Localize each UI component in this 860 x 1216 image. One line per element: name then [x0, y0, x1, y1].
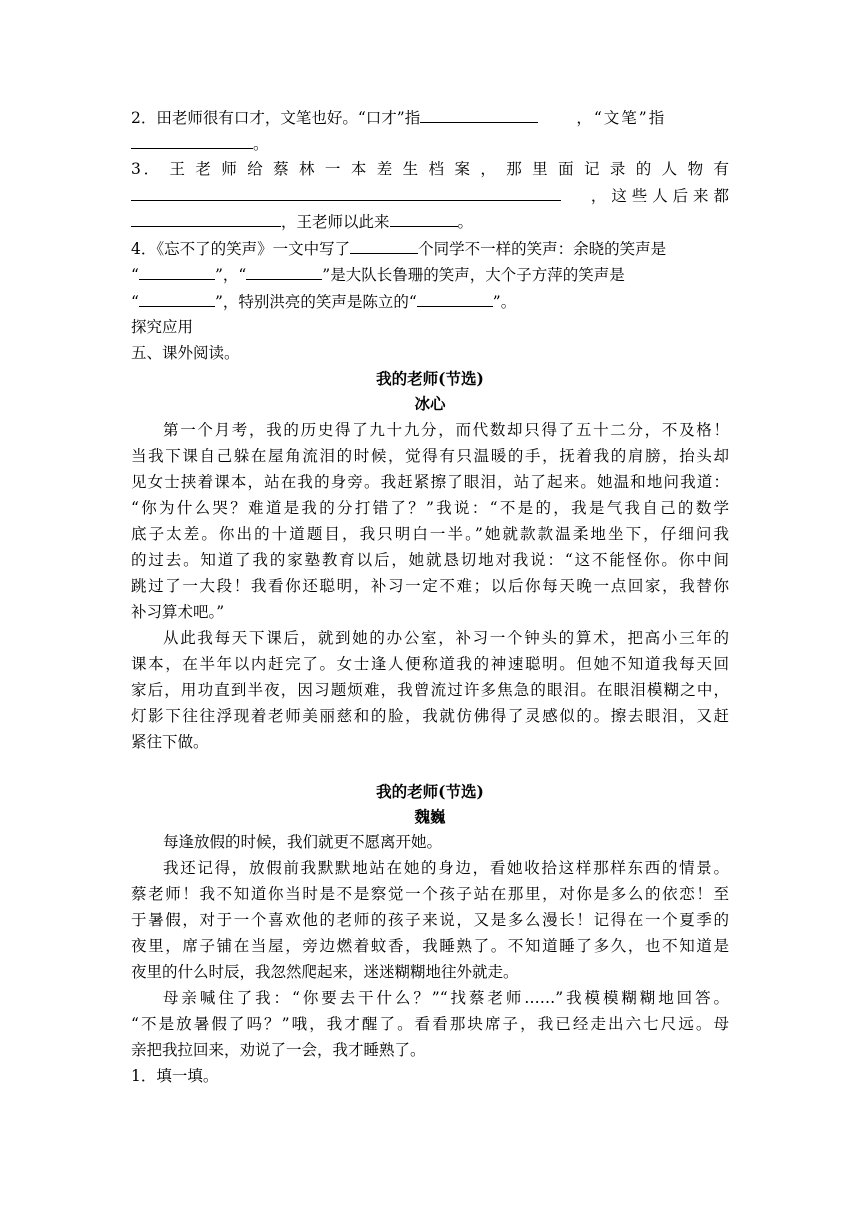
- q4-blank-1[interactable]: [350, 237, 418, 254]
- article-1-line: 补习算术吧。”: [131, 603, 225, 621]
- question-4-line-2: [131, 263, 729, 286]
- article-1-line: 当我下课自己躲在屋角流泪的时候，觉得有只温暖的手，抚着我的肩膀，抬头却: [131, 447, 729, 465]
- q2-text-1: 2．田老师很有口才，文笔也好。“口才”指: [131, 109, 421, 127]
- question-4-line-1: [131, 237, 729, 260]
- article-2-line: 蔡老师！我不知道你当时是不是察觉一个孩子站在那里，对你是多么的依恋！至: [131, 885, 729, 903]
- question-3-line-1: [131, 158, 729, 180]
- q3-text-2: ， 这 些 人 后 来 都: [590, 187, 729, 205]
- article-2-line: 我还记得，放假前我默默地站在她的身边，看她收拾这样那样东西的情景。: [163, 859, 729, 877]
- article-1-line: 第一个月考，我的历史得了九十九分，而代数却只得了五十二分，不及格！: [163, 421, 729, 439]
- article-2-line: 夜里，席子铺在当屋，旁边燃着蚊香，我睡熟了。不知道睡了多久，也不知道是: [131, 937, 729, 955]
- q4-quote-open-1: “: [131, 266, 139, 284]
- q3-blank-1[interactable]: [131, 184, 561, 201]
- article-1-line: 见女士挟着课本，站在我的身旁。我赶紧擦了眼泪，站了起来。她温和地问我道：: [131, 473, 729, 491]
- article-1-line: 跳过了一大段！我看你还聪明，补习一定不难；以后你每天晚一点回家，我替你: [131, 577, 729, 595]
- article-2-author: 魏巍: [414, 807, 446, 826]
- article-2-line: 夜里的什么时辰，我忽然爬起来，迷迷糊糊地往外就走。: [131, 963, 519, 981]
- question-2-line-1: [131, 106, 729, 129]
- article-2-title: 我的老师(节选): [376, 782, 484, 801]
- task-1-heading: 1．填一填。: [131, 1067, 219, 1085]
- q3-text-1: 3． 王 老 师 给 蔡 林 一 本 差 生 档 案 ， 那 里 面 记 录 的 人 物 有: [131, 160, 729, 178]
- article-2-line: 母亲喊住了我：“你要去干什么？”“找蔡老师……”我模模糊糊地回答。: [163, 989, 729, 1007]
- article-1-line: 的过去。知道了我的家塾教育以后，她就恳切地对我说：“这不能怪你。你中间: [131, 551, 729, 569]
- q4-text-2: 个同学不一样的笑声：余晓的笑声是: [418, 240, 667, 258]
- q4-blank-5[interactable]: [417, 290, 493, 307]
- article-2-line: “不是放暑假了吗？”哦，我才醒了。看看那块席子，我已经走出六七尺远。母: [131, 1015, 729, 1033]
- q3-blank-2[interactable]: [131, 210, 281, 227]
- q4-text-4: ”是大队长鲁珊的笑声，大个子方萍的笑声是: [322, 266, 625, 284]
- section-tanjiu: 探究应用: [131, 318, 194, 336]
- q4-text-6: ”。: [492, 293, 517, 311]
- q3-end: 。: [457, 213, 474, 231]
- q4-blank-4[interactable]: [139, 290, 215, 307]
- article-1-line: 紧往下做。: [131, 733, 209, 751]
- q4-text-3: ”，“: [214, 266, 247, 284]
- article-1-line: 家后，用功直到半夜，因习题烦难，我曾流过许多焦急的眼泪。在眼泪模糊之中，: [131, 681, 729, 699]
- article-2-line: 于暑假，对于一个喜欢他的老师的孩子来说，又是多么漫长！记得在一个夏季的: [131, 911, 729, 929]
- q4-quote-open-2: “: [131, 293, 139, 311]
- article-2-line: 每逢放假的时候，我们就更不愿离开她。: [163, 833, 443, 851]
- question-3-line-3: [131, 210, 729, 233]
- q4-blank-2[interactable]: [139, 263, 215, 280]
- article-1-line: 灯影下往往浮现着老师美丽慈和的脸，我就仿佛得了灵感似的。擦去眼泪，又赶: [131, 707, 729, 725]
- q2-text-2: ，“文笔”指: [576, 109, 667, 127]
- q3-blank-3[interactable]: [390, 210, 458, 227]
- q2-blank-1[interactable]: [420, 106, 538, 123]
- question-3-line-2: [131, 184, 729, 207]
- q2-end: 。: [253, 135, 269, 153]
- q4-text-5: ”，特别洪亮的笑声是陈立的“: [214, 293, 417, 311]
- article-2-line: 亲把我拉回来，劝说了一会，我才睡熟了。: [131, 1041, 426, 1059]
- q2-blank-2[interactable]: [131, 132, 253, 149]
- article-1-line: 底子太差。你出的十道题目，我只明白一半。”她就款款温柔地坐下，仔细问我: [131, 525, 729, 543]
- article-1-title: 我的老师(节选): [376, 369, 484, 388]
- article-1-line: “你为什么哭？难道是我的分打错了？”我说：“不是的，我是气我自己的数学: [131, 499, 729, 517]
- q4-text-1: 4．《忘不了的笑声》一文中写了: [131, 240, 351, 258]
- article-1-author: 冰心: [414, 394, 446, 413]
- q4-blank-3[interactable]: [246, 263, 322, 280]
- q3-text-3: ，王老师以此来: [281, 213, 390, 231]
- article-1-line: 课本，在半年以内赶完了。女士逢人便称道我的神速聪明。但她不知道我每天回: [131, 655, 729, 673]
- question-2-line-2: [131, 132, 729, 155]
- question-4-line-3: [131, 290, 729, 313]
- article-1-line: 从此我每天下课后，就到她的办公室，补习一个钟头的算术，把高小三年的: [163, 629, 729, 647]
- section-five: 五、课外阅读。: [131, 344, 240, 362]
